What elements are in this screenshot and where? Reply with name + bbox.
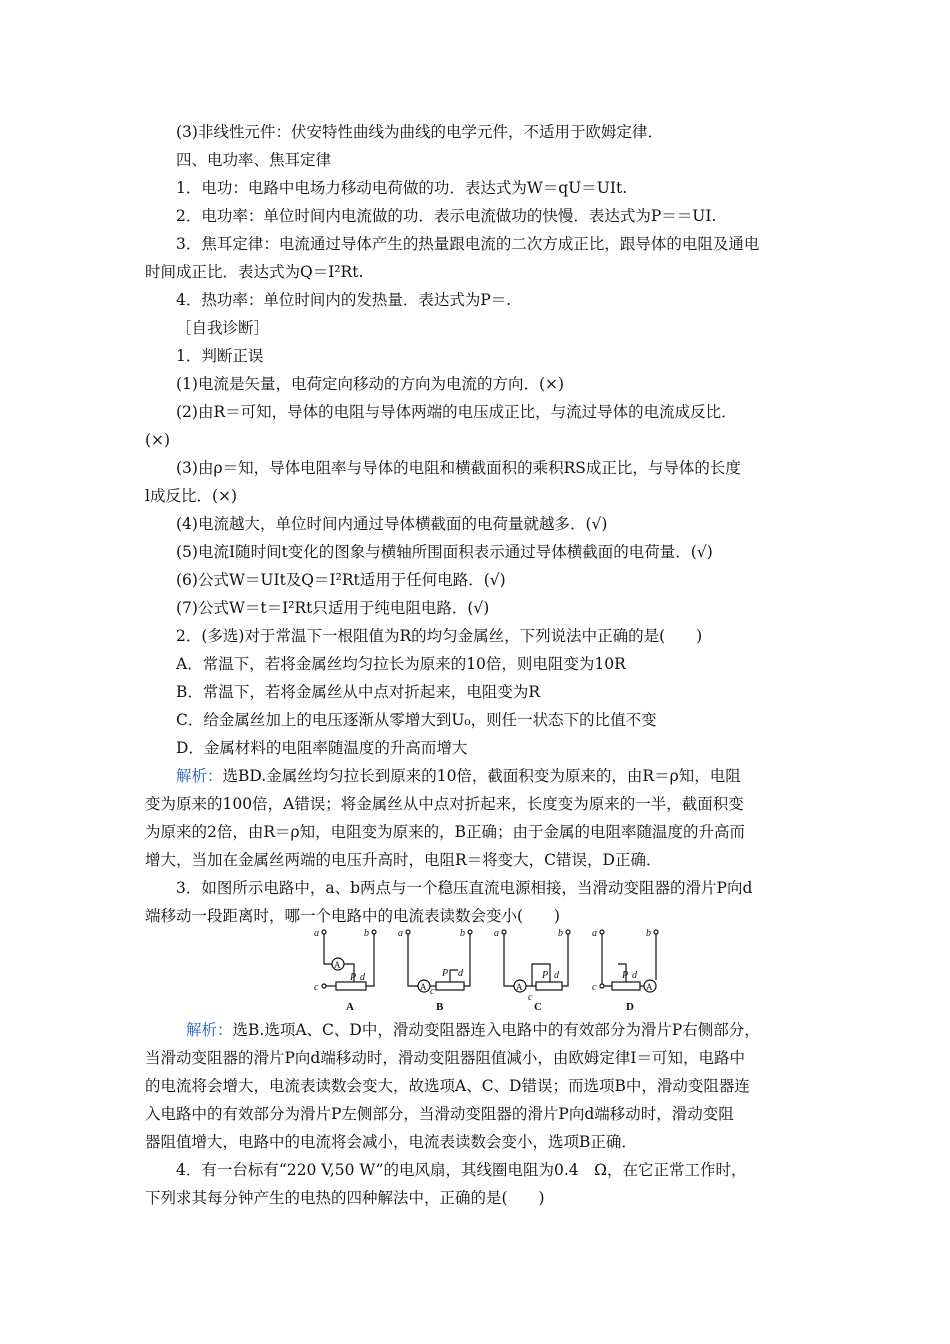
text-line: (3)非线性元件：伏安特性曲线为曲线的电学元件，不适用于欧姆定律． <box>176 123 663 141</box>
subsection-heading: ［自我诊断］ <box>176 319 270 337</box>
figure-label-c: C <box>534 1001 542 1013</box>
question-text: 3．如图所示电路中，a、b两点与一个稳压直流电源相接，当滑动变阻器的滑片P向d <box>176 879 753 897</box>
slider-label: P <box>542 970 549 981</box>
terminal-b-label: b <box>646 928 651 939</box>
terminal-a-label: a <box>494 928 499 939</box>
text-line: 增大，当加在金属丝两端的电压升高时，电阻R＝将变大，C错误，D正确． <box>145 851 662 869</box>
option-b: B．常温下，若将金属丝从中点对折起来，电阻变为R <box>176 683 541 701</box>
analysis-text: 选BD.金属丝均匀拉长到原来的10倍，截面积变为原来的，由R＝ρ知，电阻 <box>222 767 741 785</box>
text-line: 当滑动变阻器的滑片P向d端移动时，滑动变阻器阻值减小，由欧姆定律I＝可知，电路中 <box>145 1049 745 1067</box>
text-line: 2．电功率：单位时间内电流做的功．表示电流做功的快慢．表达式为P＝＝UI. <box>176 207 717 225</box>
terminal-b-label: b <box>364 928 369 939</box>
text-line: 3．焦耳定律：电流通过导体产生的热量跟电流的二次方成正比，跟导体的电阻及通电 <box>176 235 760 253</box>
text-line: 变为原来的100倍，A错误；将金属丝从中点对折起来，长度变为原来的一半，截面积变 <box>145 795 744 813</box>
text-line: 4．热功率：单位时间内的发热量．表达式为P＝. <box>176 291 512 309</box>
ammeter-label: A <box>334 960 341 970</box>
figure-label-d: D <box>626 1001 634 1013</box>
text-line: l成反比．(×) <box>145 487 238 505</box>
terminal-d-label: d <box>554 970 559 981</box>
terminal-a-label: a <box>314 928 319 939</box>
slider-label: P <box>350 972 357 983</box>
text-line: (1)电流是矢量，电荷定向移动的方向为电流的方向．(×) <box>176 375 565 393</box>
circuit-diagrams <box>310 924 690 1016</box>
text-line: (7)公式W＝t＝I²Rt只适用于纯电阻电路．(√) <box>176 599 490 617</box>
analysis-label: 解析： <box>176 767 223 785</box>
text-line: 的电流将会增大，电流表读数会变大，故选项A、C、D错误；而选项B中，滑动变阻器连 <box>145 1077 750 1095</box>
terminal-c-label: c <box>314 982 319 993</box>
terminal-d-label: d <box>458 968 463 979</box>
question-text: 2．(多选)对于常温下一根阻值为R的均匀金属丝，下列说法中正确的是( ) <box>176 627 703 645</box>
figure-label-b: B <box>436 1001 444 1013</box>
terminal-b-label: b <box>460 928 465 939</box>
text-line: (4)电流越大，单位时间内通过导体横截面的电荷量就越多．(√) <box>176 515 608 533</box>
analysis-line <box>176 766 741 786</box>
text-line: (×) <box>145 431 171 449</box>
text-line: (3)由ρ＝知，导体电阻率与导体的电阻和横截面积的乘积RS成正比，与导体的长度 <box>176 459 741 477</box>
ammeter-label: A <box>516 982 523 992</box>
slider-label: P <box>442 968 449 979</box>
terminal-a-label: a <box>398 928 403 939</box>
terminal-d-label: d <box>632 970 637 981</box>
ammeter-label: A <box>646 982 653 992</box>
terminal-a-label: a <box>592 928 597 939</box>
terminal-c-label: c <box>592 982 597 993</box>
text-line: 下列求其每分钟产生的电热的四种解法中，正确的是( ) <box>145 1189 545 1207</box>
analysis-text: 选B.选项A、C、D中，滑动变阻器连入电路中的有效部分为滑片P右侧部分， <box>232 1021 760 1039</box>
option-c: C．给金属丝加上的电压逐渐从零增大到U₀，则任一状态下的比值不变 <box>176 711 657 729</box>
text-line: 1．判断正误 <box>176 347 264 365</box>
text-line: (6)公式W＝UIt及Q＝I²Rt适用于任何电路．(√) <box>176 571 506 589</box>
slider-label: P <box>622 970 629 981</box>
text-line: 为原来的2倍，由R＝ρ知，电阻变为原来的，B正确；由于金属的电阻率随温度的升高而 <box>145 823 746 841</box>
question-text: 4．有一台标有“220 V,50 W”的电风扇，其线圈电阻为0.4 Ω，在它正常工作时， <box>176 1161 747 1179</box>
ammeter-label: A <box>420 982 427 992</box>
terminal-c-label: c <box>528 992 533 1003</box>
text-line: 入电路中的有效部分为滑片P左侧部分，当滑动变阻器的滑片P向d端移动时，滑动变阻 <box>145 1105 734 1123</box>
terminal-c-label: c <box>430 986 435 997</box>
figure-label-a: A <box>346 1001 354 1013</box>
option-d: D．金属材料的电阻率随温度的升高而增大 <box>176 739 468 757</box>
text-line: (5)电流I随时间t变化的图象与横轴所围面积表示通过导体横截面的电荷量．(√) <box>176 543 713 561</box>
section-heading: 四、电功率、焦耳定律 <box>176 151 332 169</box>
text-line: 器阻值增大，电路中的电流将会减小，电流表读数会变小，选项B正确． <box>145 1133 637 1151</box>
option-a: A．常温下，若将金属丝均匀拉长为原来的10倍，则电阻变为10R <box>176 655 626 673</box>
terminal-b-label: b <box>558 928 563 939</box>
text-line: (2)由R＝可知，导体的电阻与导体两端的电压成正比，与流过导体的电流成反比． <box>176 403 737 421</box>
text-line: 1．电功：电路中电场力移动电荷做的功．表达式为W＝qU＝UIt. <box>176 179 628 197</box>
analysis-line <box>186 1020 760 1040</box>
terminal-d-label: d <box>360 972 365 983</box>
analysis-label: 解析： <box>186 1021 233 1039</box>
text-line: 时间成正比．表达式为Q＝I²Rt. <box>145 263 364 281</box>
text-line: 端移动一段距离时，哪一个电路中的电流表读数会变小( ) <box>145 907 561 925</box>
